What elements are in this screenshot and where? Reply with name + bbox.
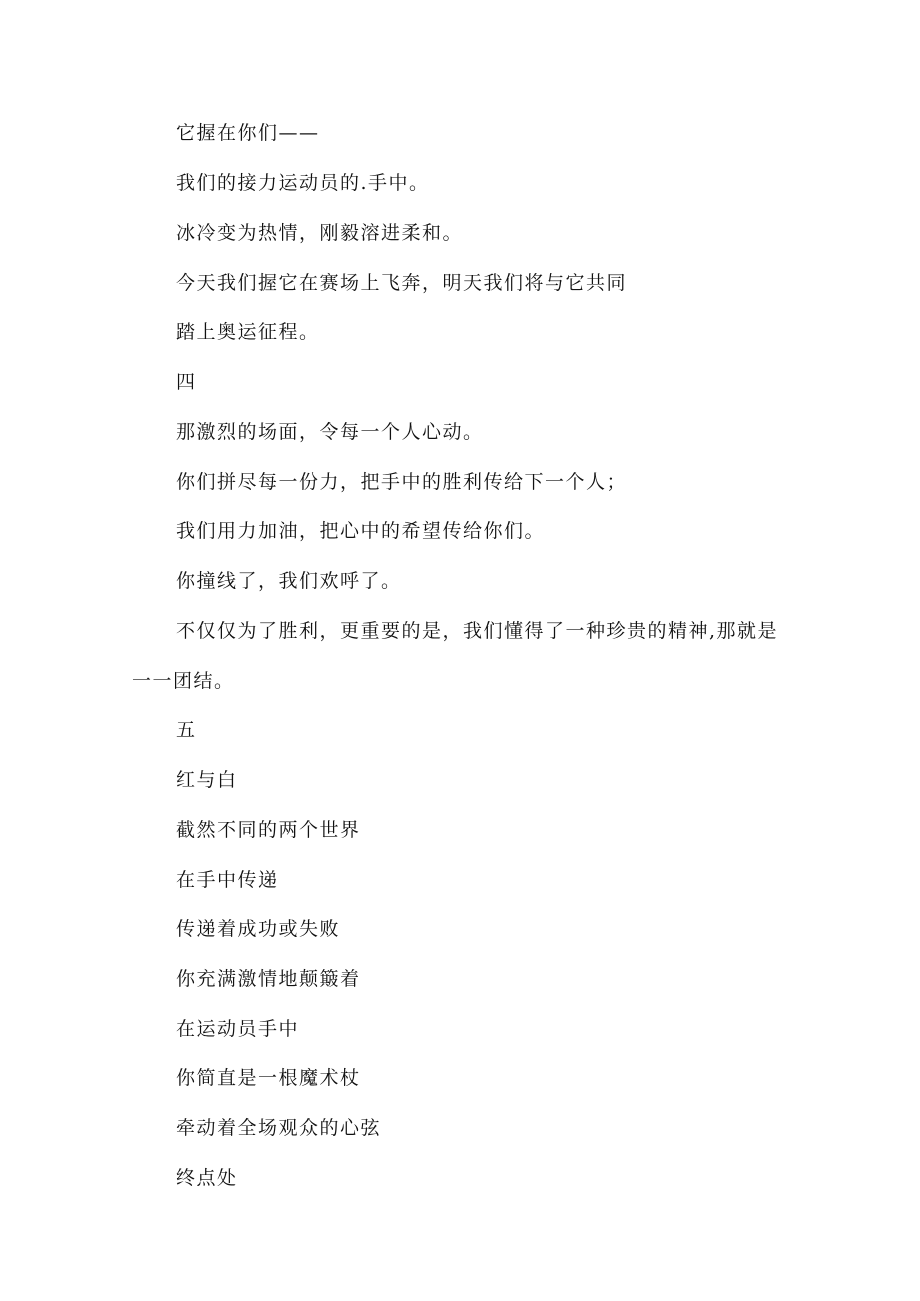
poem-line: 传递着成功或失败 [176, 918, 341, 940]
text-line: 它握在你们—— [176, 122, 320, 144]
poem-line: 红与白 [176, 769, 238, 791]
poem-line: 终点处 [176, 1167, 238, 1189]
section-number: 四 [176, 371, 197, 393]
poem-line: 你简直是一根魔术杖 [176, 1067, 361, 1089]
text-line: 踏上奥运征程。 [176, 321, 320, 343]
text-line: 我们的接力运动员的.手中。 [176, 172, 430, 194]
poem-line: 在运动员手中 [176, 1018, 300, 1040]
poem-line: 截然不同的两个世界 [176, 819, 361, 841]
poem-line: 牵动着全场观众的心弦 [176, 1117, 382, 1139]
text-line: 今天我们握它在赛场上飞奔，明天我们将与它共同 [176, 272, 628, 294]
text-line: 你们拼尽每一份力，把手中的胜利传给下一个人； [176, 471, 628, 493]
text-line: 不仅仅为了胜利，更重要的是，我们懂得了一种珍贵的精神,那就是 [176, 620, 779, 642]
text-line: 你撞线了，我们欢呼了。 [176, 570, 402, 592]
text-line: 那激烈的场面，令每一个人心动。 [176, 421, 484, 443]
poem-line: 在手中传递 [176, 869, 279, 891]
text-line: 冰冷变为热情，刚毅溶进柔和。 [176, 222, 464, 244]
text-line: 我们用力加油，把心中的希望传给你们。 [176, 520, 546, 542]
poem-line: 你充满激情地颠簸着 [176, 968, 361, 990]
section-number: 五 [176, 719, 197, 741]
text-line-continuation: 一一团结。 [132, 670, 235, 692]
